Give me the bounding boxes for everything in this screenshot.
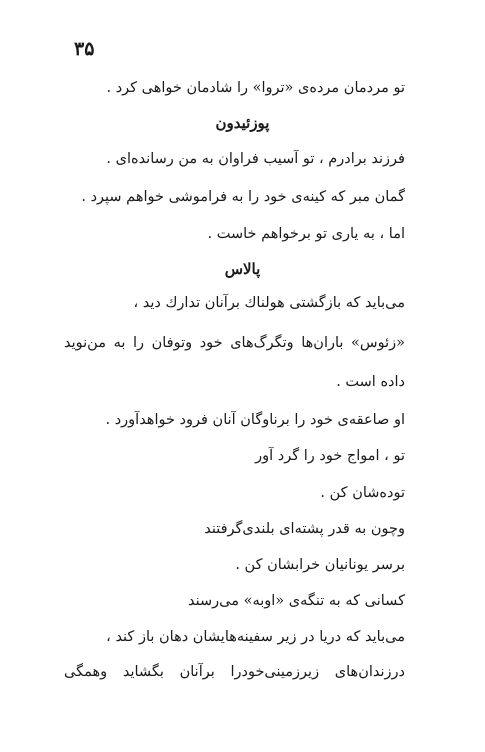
text-line: کسانی که به تنگه‌ی «اوبه» می‌رسند bbox=[187, 593, 405, 609]
page-number: ۳۵ bbox=[74, 38, 95, 60]
text-line: «زئوس» باران‌ها وتگرگ‌های خود وتوفان را به من‌نوید bbox=[64, 335, 405, 351]
speaker-heading: پالاس bbox=[224, 260, 261, 278]
text-line: داده است . bbox=[336, 374, 405, 390]
text-line: او صاعقه‌ی خود را برناوگان آنان فرود خواهدآورد . bbox=[105, 412, 405, 428]
text-line: اما ، به یاری تو برخواهم خاست . bbox=[207, 226, 405, 242]
text-line: فرزند برادرم ، تو آسیب فراوان به من رسانده‌ای . bbox=[106, 151, 405, 167]
speaker-heading: پوزئیدون bbox=[215, 114, 270, 132]
text-line: گمان مبر که کینه‌ی خود را به فراموشی خواهم سپرد . bbox=[81, 189, 405, 205]
text-line: تو ، امواج خود را گرد آور bbox=[255, 448, 405, 464]
text-line: توده‌شان کن . bbox=[320, 485, 405, 501]
text-line: می‌باید که بازگشتی هولناك برآنان تدارك دید ، bbox=[133, 295, 405, 311]
text-line: برسر یونانیان خرابشان کن . bbox=[235, 557, 405, 573]
text-line: می‌باید که دریا در زیر سفینه‌هایشان دهان باز کند ، bbox=[106, 629, 405, 645]
text-line: وچون به قدر پشته‌ای بلندی‌گرفتند bbox=[204, 521, 405, 537]
text-line: تو مردمان مرده‌ی «تروا» را شادمان خواهی کرد . bbox=[106, 80, 405, 96]
text-line: درزندان‌های زیرزمینی‌خودرا برآنان بگشاید وهمگی bbox=[64, 664, 405, 680]
